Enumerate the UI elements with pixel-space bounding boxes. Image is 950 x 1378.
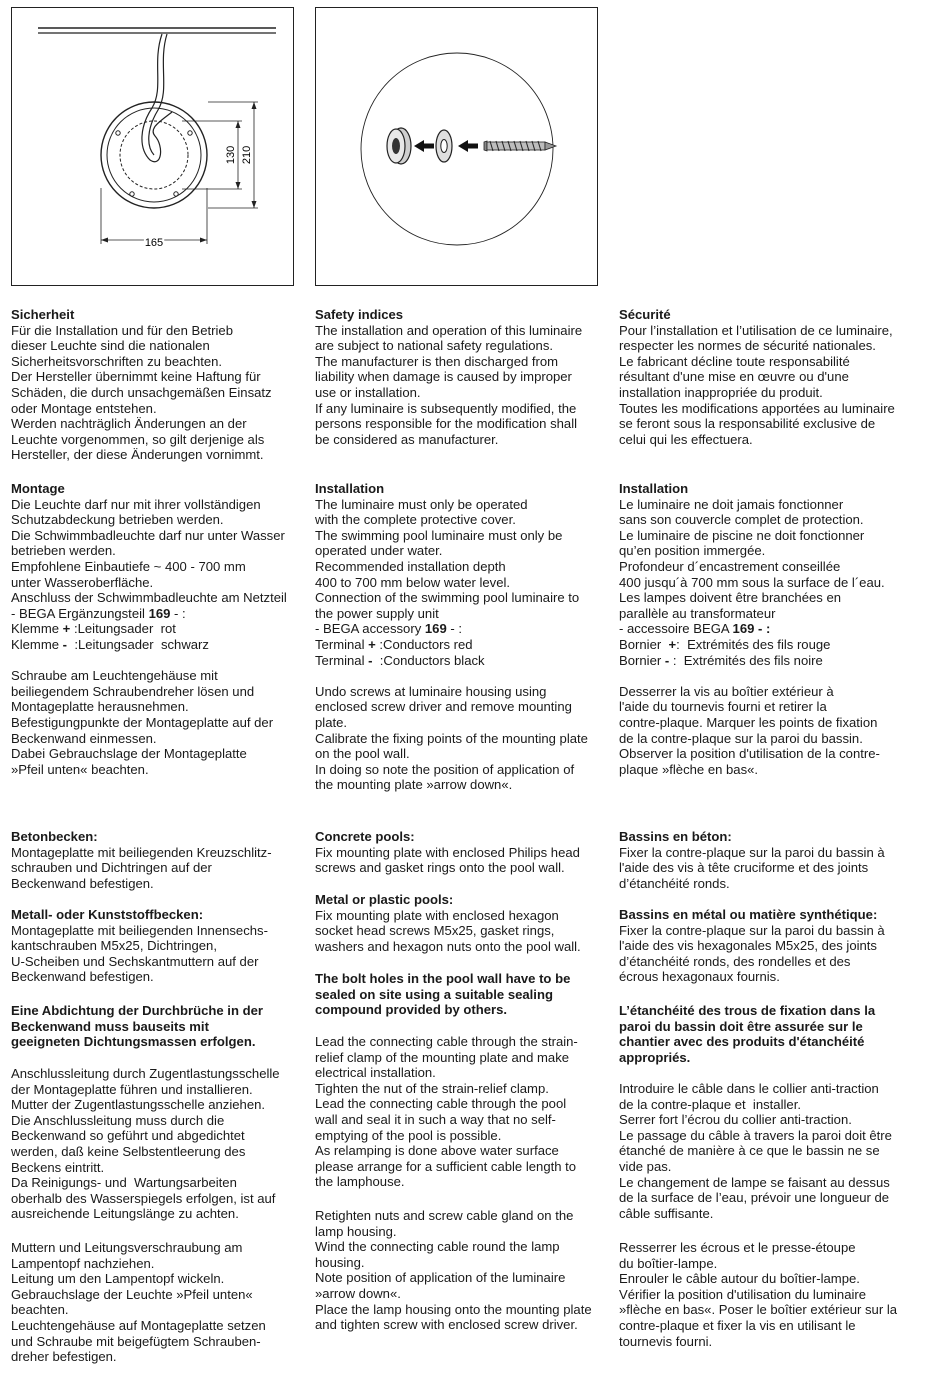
de-terminal-plus xyxy=(11,621,303,637)
fr-accessory-pre: - accessoire BEGA xyxy=(619,621,733,637)
en-concrete-text: Fix mounting plate with enclosed Philips head screws and gasket rings onto the pool wall. xyxy=(315,844,580,876)
fr-install-text2: Desserrer la vis au boîtier extérieur à l'aide du tournevis fourni et retirer la contre-plaque. Marquer les points de fixation de la contre-plaque sur la paroi du bassin. Observer la position d'utilisation de la contre- plaque »flèche en bas«. xyxy=(619,683,880,777)
de-safety-text: Für die Installation und für den Betrieb dieser Leuchte sind die nationalen Sicherheitsvorschriften zu beachten. Der Hersteller übernimmt keine Haftung für Schäden, die durch unsachgemäßen Einsatz oder Montage entstehen. Werden nachträglich Änderungen an der Leuchte vorgenommen, so gilt derjenige als Hersteller, der diese Änderungen vornimmt. xyxy=(11,322,272,463)
fr-metal-heading: Bassins en métal ou matière synthétique: xyxy=(619,907,878,922)
en-terminal-minus-sign: - xyxy=(368,652,373,668)
en-accessory-pre: - BEGA accessory xyxy=(315,621,425,637)
en-terminal-minus-pre: Terminal xyxy=(315,652,369,668)
fr-install-text1: Le luminaire ne doit jamais fonctionner sans son couvercle complet de protection. Le luminaire de piscine ne doit fonctionner qu’en position immergée. Profondeur d´encastrement conseillée 400 jusqu´à 700 mm sous la surface de l´eau. Les lampes doivent être branchées en parallèle au transformateur xyxy=(619,496,885,621)
fr-metal-text: Fixer la contre-plaque sur la paroi du bassin à l'aide des vis hexagonales M5x25, des joints d’étanchéité ronds, des rondelles et des écrous hexagonaux fournis. xyxy=(619,922,885,985)
fr-terminal-plus xyxy=(619,637,911,653)
en-install-section xyxy=(315,481,607,793)
de-safety-heading: Sicherheit xyxy=(11,307,75,322)
de-accessory-number: 169 xyxy=(148,605,171,621)
fr-accessory-line xyxy=(619,621,911,637)
fr-seal-text: L’étanchéité des trous de fixation dans la paroi du bassin doit être assurée sur le chantier avec des produits d'étanchéité appropriés. xyxy=(619,1003,876,1065)
de-accessory-post: - : xyxy=(170,605,186,621)
en-final-section xyxy=(315,1208,607,1333)
de-final-section xyxy=(11,1240,303,1365)
fr-terminal-minus-post: : Extrémités des fils noire xyxy=(669,652,823,668)
fr-safety-section xyxy=(619,307,911,447)
de-install-section xyxy=(11,481,303,777)
de-seal-text: Eine Abdichtung der Durchbrüche in der Beckenwand muss bauseits mit geeigneten Dichtungsmassen erfolgen. xyxy=(11,1003,263,1050)
fr-terminal-minus xyxy=(619,653,911,669)
de-concrete-heading: Betonbecken: xyxy=(11,829,98,844)
de-cable-section xyxy=(11,1066,303,1222)
fr-cable-section xyxy=(619,1081,911,1221)
de-terminal-plus-post: :Leitungsader rot xyxy=(70,621,176,637)
fr-safety-heading: Sécurité xyxy=(619,307,671,322)
de-accessory-pre: - BEGA Ergänzungsteil xyxy=(11,605,149,621)
de-metal-text: Montageplatte mit beiliegenden Innensechs- kantschrauben M5x25, Dichtringen, U-Scheiben und Sechskantmuttern auf der Beckenwand befestigen. xyxy=(11,922,268,985)
en-final-text: Retighten nuts and screw cable gland on the lamp housing. Wind the connecting cable round the lamp housing. Note position of application of the luminaire »arrow down«. Place the lamp housing onto the mounting plate and tighten screw with enclosed screw driver. xyxy=(315,1208,592,1333)
dimension-drawing-figure xyxy=(11,7,294,286)
screw-assembly-figure xyxy=(315,7,598,286)
dim-width-label: 165 xyxy=(144,237,164,249)
en-terminal-plus xyxy=(315,637,607,653)
de-metal-section xyxy=(11,907,303,985)
de-cable-text: Anschlussleitung durch Zugentlastungsschelle der Montageplatte führen und installieren. Mutter der Zugentlastungsschelle anziehen. Die Anschlussleitung muss durch die Beckenwand so geführt und abgedichtet werden, daß keine Selbstentleerung des Beckens eintritt. Da Reinigungs- und Wartungsarbeiten oberhalb des Wasserspiegels erfolgen, ist auf ausreichende Leitungslänge zu achten. xyxy=(11,1066,280,1222)
en-seal-notice xyxy=(315,971,607,1018)
de-install-text2: Schraube am Leuchtengehäuse mit beiliegendem Schraubendreher lösen und Montageplatte herausnehmen. Befestigungpunkte der Montageplatte auf der Beckenwand einmessen. Dabei Gebrauchslage der Montageplatte »Pfeil unten« beachten. xyxy=(11,668,274,777)
dim-inner-label: 130 xyxy=(225,145,237,165)
en-metal-section xyxy=(315,892,607,954)
de-final-text: Muttern und Leitungsverschraubung am Lampentopf nachziehen. Leitung um den Lampentopf wickeln. Gebrauchslage der Leuchte »Pfeil unten« beachten. Leuchtengehäuse auf Montageplatte setzen und Schraube mit beigefügtem Schrauben- dreher befestigen. xyxy=(11,1240,266,1365)
fr-concrete-text: Fixer la contre-plaque sur la paroi du bassin à l'aide des vis à tête cruciforme et des joints d’étanchéité ronds. xyxy=(619,844,885,891)
de-terminal-plus-pre: Klemme xyxy=(11,621,63,637)
de-concrete-section xyxy=(11,829,303,891)
en-safety-text: The installation and operation of this luminaire are subject to national safety regulations. The manufacturer is then discharged from liability when damage is caused by improper use or installation. If any luminaire is subsequently modified, the persons responsible for the modification shall be considered as manufacturer. xyxy=(315,322,583,447)
en-accessory-line xyxy=(315,621,607,637)
de-seal-notice xyxy=(11,1003,303,1050)
fr-seal-notice xyxy=(619,1003,911,1065)
de-metal-heading: Metall- oder Kunststoffbecken: xyxy=(11,907,204,922)
fr-terminal-minus-pre: Bornier xyxy=(619,652,665,668)
en-install-text1: The luminaire must only be operated with the complete protective cover. The swimming pool luminaire must only be operated under water. Recommended installation depth 400 to 700 mm below water level. Connection of the swimming pool luminaire to the power supply unit xyxy=(315,496,580,621)
en-concrete-heading: Concrete pools: xyxy=(315,829,415,844)
fr-safety-text: Pour l’installation et l’utilisation de ce luminaire, respecter les normes de sécurité nationales. Le fabricant décline toute responsabilité résultant d'une mise en œuvre ou d'une installation inappropriée du produit. Toutes les modifications apportées au luminaire se feront sous la responsabilité exclusive de celui qui les effectuera. xyxy=(619,322,895,447)
de-install-heading: Montage xyxy=(11,481,65,496)
dim-outer-label: 210 xyxy=(241,145,253,165)
en-safety-heading: Safety indices xyxy=(315,307,404,322)
en-terminal-minus-post: :Conductors black xyxy=(372,652,485,668)
fr-terminal-plus-sign: + xyxy=(668,636,677,652)
en-install-heading: Installation xyxy=(315,481,385,496)
fr-metal-section xyxy=(619,907,911,985)
de-concrete-text: Montageplatte mit beiliegenden Kreuzschlitz- schrauben und Dichtringen auf der Beckenwand befestigen. xyxy=(11,844,272,891)
screw-assembly-drawing xyxy=(316,8,596,284)
en-metal-text: Fix mounting plate with enclosed hexagon socket head screws M5x25, gasket rings, washers and hexagon nuts onto the pool wall. xyxy=(315,907,581,954)
fr-final-section xyxy=(619,1240,911,1349)
de-terminal-minus xyxy=(11,637,303,653)
fr-final-text: Resserrer les écrous et le presse-étoupe du boîtier-lampe. Enrouler le câble autour du boîtier-lampe. Vérifier la position d'utilisation du luminaire »flèche en bas«. Poser le boîtier extérieur sur la contre-plaque et fixer la vis en utilisant le tournevis fourni. xyxy=(619,1240,898,1349)
de-terminal-minus-pre: Klemme xyxy=(11,636,63,652)
en-seal-text: The bolt holes in the pool wall have to be sealed on site using a suitable sealing compound provided by others. xyxy=(315,971,571,1018)
fr-install-section xyxy=(619,481,911,777)
fr-accessory-post: - : xyxy=(754,621,771,637)
en-install-text2: Undo screws at luminaire housing using enclosed screw driver and remove mounting plate. Calibrate the fixing points of the mounting plate on the pool wall. In doing so note the position of application of the mounting plate »arrow down«. xyxy=(315,683,588,793)
fr-terminal-plus-pre: Bornier xyxy=(619,636,669,652)
en-terminal-plus-sign: + xyxy=(368,636,376,652)
de-safety-section xyxy=(11,307,303,463)
en-terminal-plus-post: :Conductors red xyxy=(375,636,473,652)
en-terminal-plus-pre: Terminal xyxy=(315,636,369,652)
de-terminal-minus-post: :Leitungsader schwarz xyxy=(67,636,209,652)
en-cable-section xyxy=(315,1034,607,1190)
de-accessory-line xyxy=(11,606,303,622)
fr-terminal-plus-post: : Extrémités des fils rouge xyxy=(676,636,831,652)
fr-cable-text: Introduire le câble dans le collier anti-traction de la contre-plaque et installer. Serrer fort l’écrou du collier anti-traction. Le passage du câble à travers la paroi doit être étanché de manière à ce que le bassin ne se vide pas. Le changement de lampe se faisant au dessus de la surface de l’eau, prévoir une longueur de câble suffisante. xyxy=(619,1081,892,1221)
fr-terminal-minus-sign: - xyxy=(664,652,670,668)
de-install-text1: Die Leuchte darf nur mit ihrer vollständigen Schutzabdeckung betrieben werden. Die Schwimmbadleuchte darf nur unter Wasser betrieben werden. Empfohlene Einbautiefe ~ 400 - 700 mm unter Wasseroberfläche. Anschluss der Schwimmbadleuchte am Netzteil xyxy=(11,496,287,606)
luminaire-dimension-drawing xyxy=(12,8,292,284)
en-metal-heading: Metal or plastic pools: xyxy=(315,892,454,907)
en-terminal-minus xyxy=(315,653,607,669)
fr-accessory-number: 169 xyxy=(732,621,755,637)
en-concrete-section xyxy=(315,829,607,876)
fr-concrete-section xyxy=(619,829,911,891)
en-accessory-number: 169 xyxy=(424,621,447,637)
de-terminal-plus-sign: + xyxy=(62,621,71,637)
en-safety-section xyxy=(315,307,607,447)
fr-concrete-heading: Bassins en béton: xyxy=(619,829,732,844)
fr-install-heading: Installation xyxy=(619,481,689,496)
de-terminal-minus-sign: - xyxy=(62,636,68,652)
en-accessory-post: - : xyxy=(446,621,463,637)
en-cable-text: Lead the connecting cable through the strain- relief clamp of the mounting plate and make electrical installation. Tighten the nut of the strain-relief clamp. Lead the connecting cable through the pool wall and seal it in such a way that no self- emptying of the pool is possible. As relamping is done above water surface please arrange for a sufficient cable length to the lamphouse. xyxy=(315,1034,578,1190)
